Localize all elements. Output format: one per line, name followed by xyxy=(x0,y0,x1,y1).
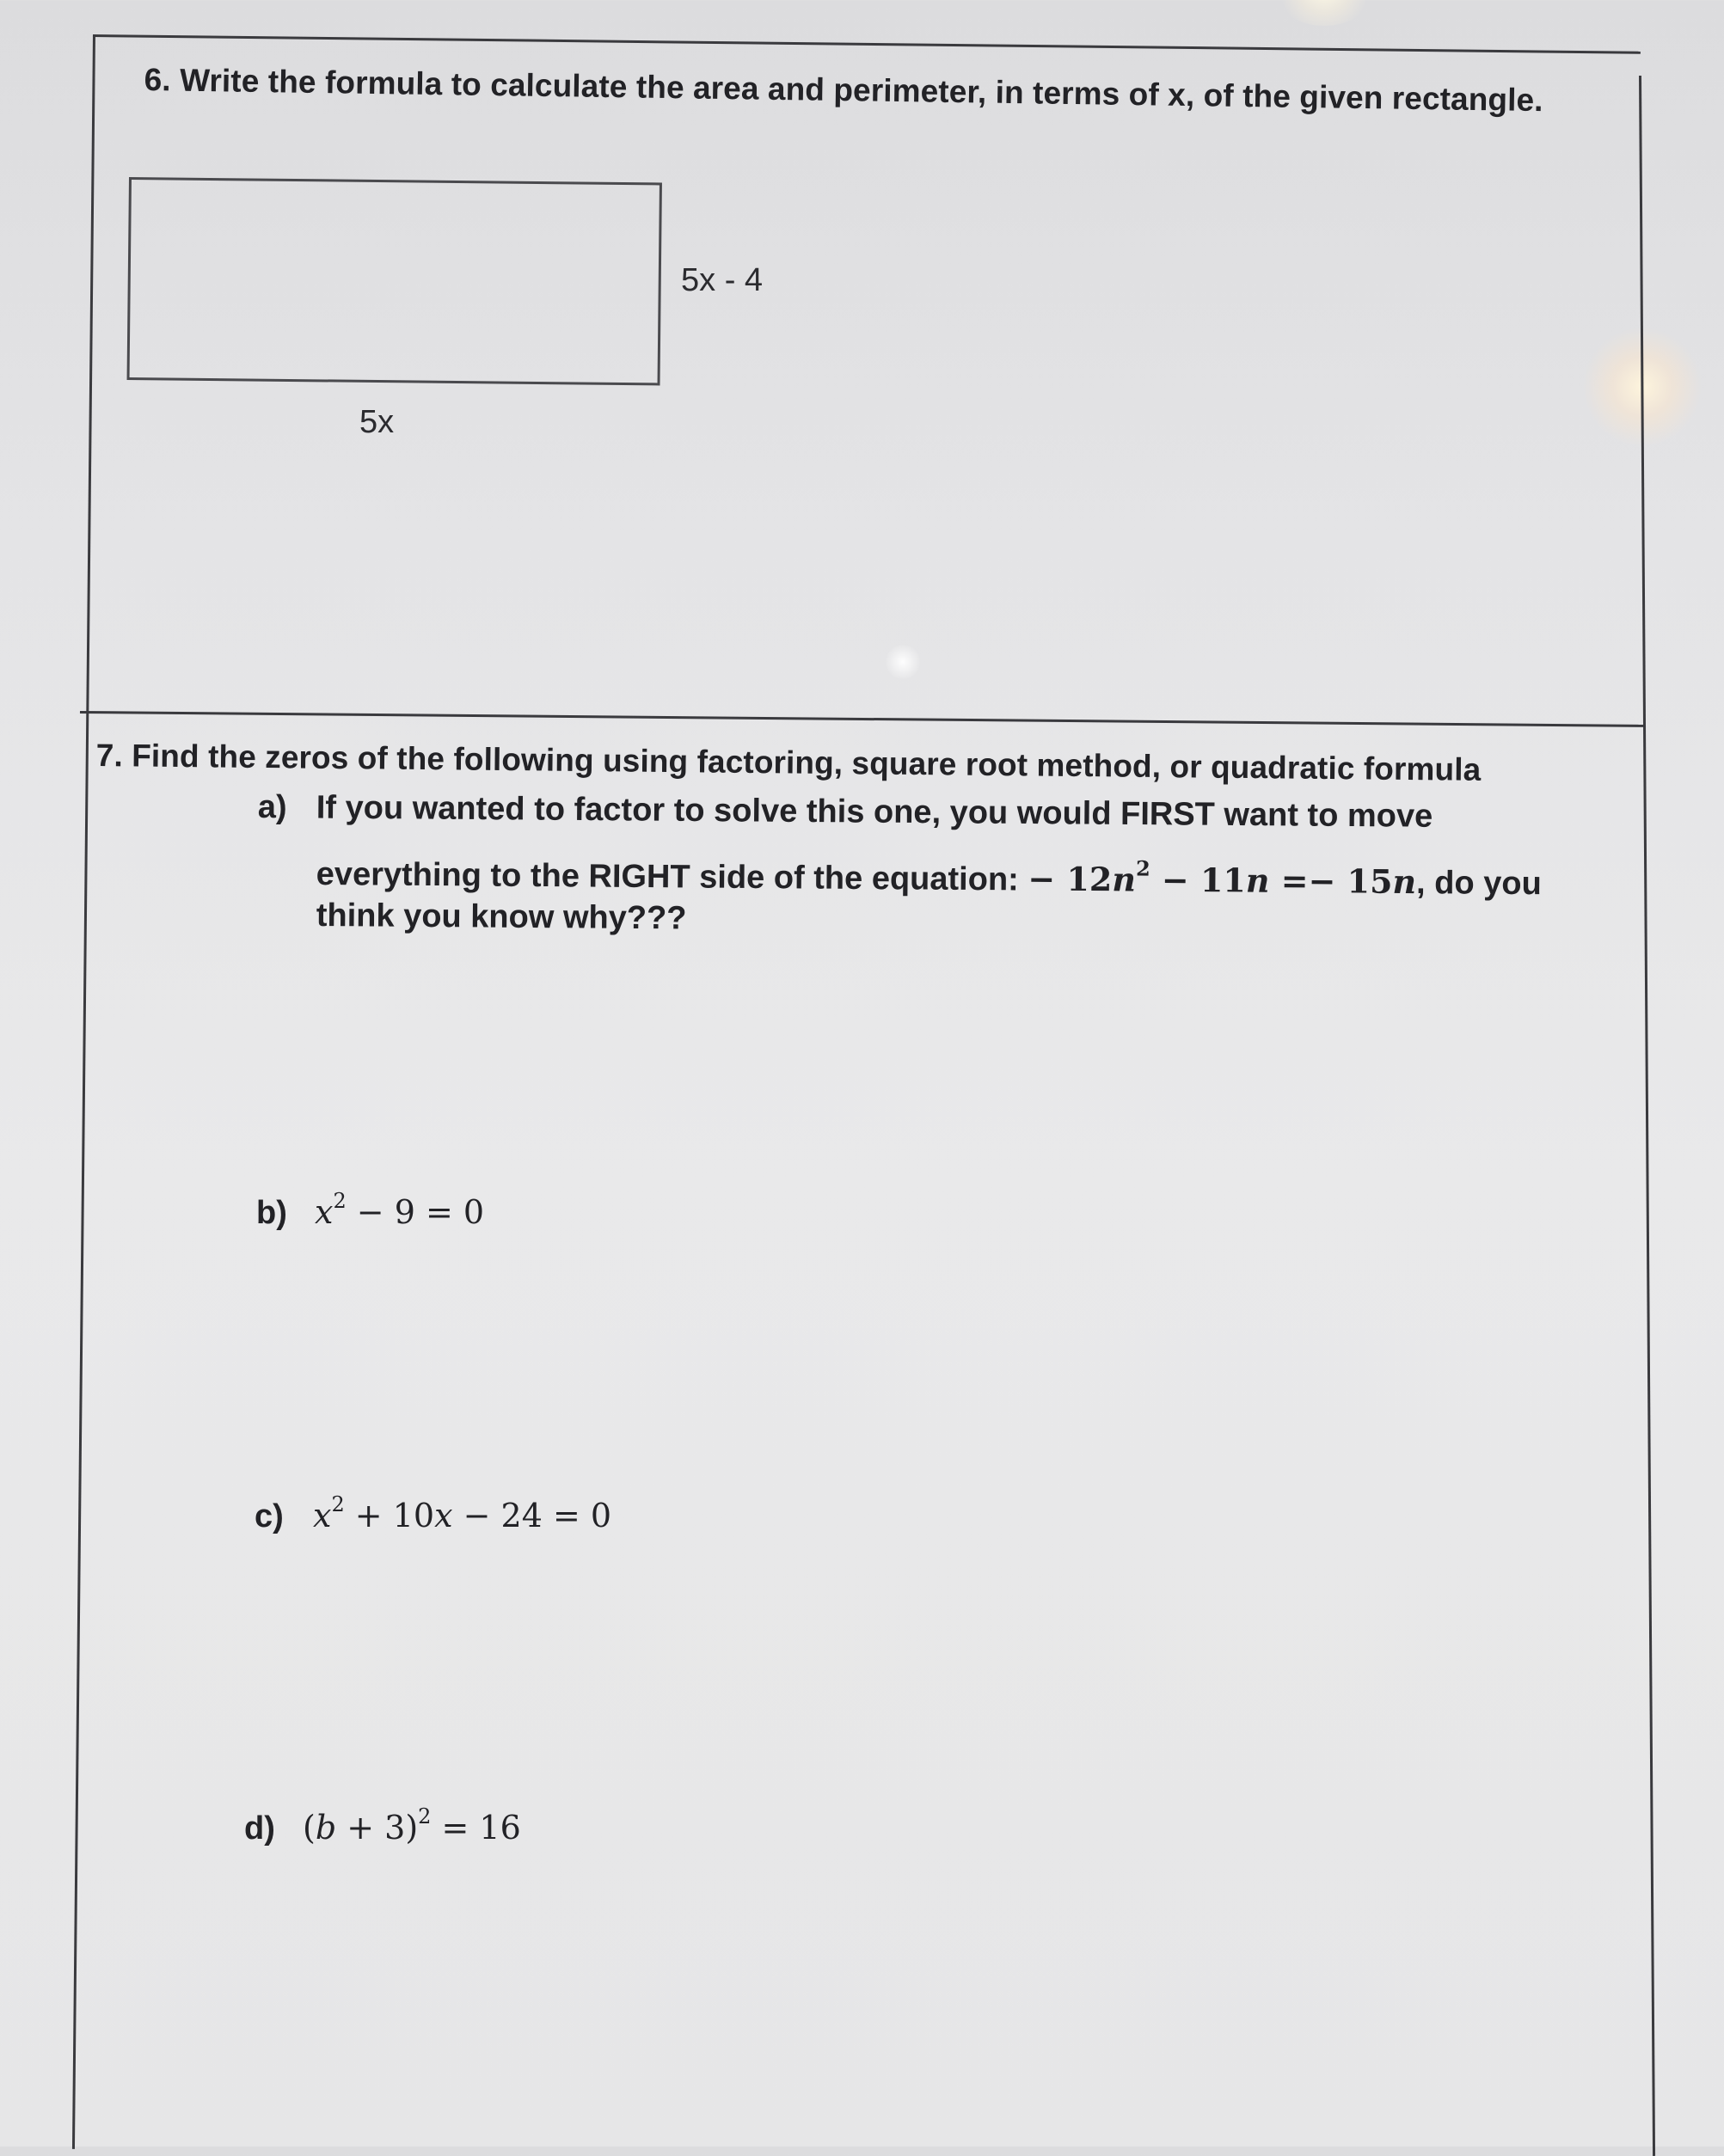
part-d-equation xyxy=(303,1804,521,1847)
eq-variable: n xyxy=(1392,861,1417,902)
light-glare xyxy=(1273,0,1376,26)
rectangle-width-label: 5x xyxy=(359,404,395,440)
eq-term: + 3) xyxy=(336,1809,419,1847)
rectangle-figure xyxy=(127,177,662,385)
eq-exponent: 2 xyxy=(418,1804,432,1828)
eq-variable: x xyxy=(434,1497,453,1534)
part-b-letter: b) xyxy=(256,1195,287,1231)
part-a-line-3: think you know why??? xyxy=(316,897,687,937)
part-a-line-2 xyxy=(316,849,1542,903)
question-7-prompt: Find the zeros of the following using factoring, square root method, or quadratic formula xyxy=(132,738,1482,787)
eq-term: − 11 xyxy=(1150,860,1247,900)
part-d-letter: d) xyxy=(244,1810,275,1847)
eq-term: − 9 = 0 xyxy=(346,1193,485,1231)
eq-exponent: 2 xyxy=(331,1492,345,1516)
eq-term: =− 15 xyxy=(1269,861,1393,901)
part-c-equation xyxy=(313,1492,612,1534)
question-6-prompt: Write the formula to calculate the area and perimeter, in terms of x, of the given rectangle. xyxy=(179,62,1543,119)
table-border-top xyxy=(93,34,1641,54)
question-6-text xyxy=(144,62,1543,119)
part-b-equation xyxy=(315,1189,485,1231)
table-border-left xyxy=(72,34,95,2149)
eq-term: − 24 = 0 xyxy=(452,1497,612,1534)
question-7-number: 7. xyxy=(95,738,124,774)
eq-exponent: 2 xyxy=(1135,855,1150,881)
eq-variable: x xyxy=(315,1193,334,1231)
eq-term: = 16 xyxy=(431,1809,521,1847)
row-divider xyxy=(80,711,1645,727)
part-d xyxy=(244,1804,521,1847)
rectangle-height-label: 5x - 4 xyxy=(681,262,764,298)
part-c xyxy=(255,1492,611,1535)
part-b xyxy=(256,1189,484,1232)
eq-exponent: 2 xyxy=(333,1189,347,1213)
eq-term: + 10 xyxy=(344,1497,435,1534)
part-c-letter: c) xyxy=(255,1498,284,1534)
eq-variable: x xyxy=(313,1497,332,1534)
part-a-line-1 xyxy=(258,789,1433,836)
part-a-letter: a) xyxy=(257,789,287,826)
light-glare xyxy=(886,645,920,679)
eq-variable: n xyxy=(1112,860,1137,899)
eq-term: ( xyxy=(303,1809,316,1847)
question-6-number: 6. xyxy=(144,62,172,98)
part-a-text-line-1: If you wanted to factor to solve this one, you would FIRST want to move xyxy=(316,789,1433,835)
eq-term: − 12 xyxy=(1028,859,1113,899)
eq-variable: n xyxy=(1245,861,1270,900)
question-7-text xyxy=(96,738,1482,788)
eq-variable: b xyxy=(315,1809,337,1847)
part-a-text-line-2: everything to the RIGHT side of the equation: xyxy=(316,855,1019,898)
part-a-text-suffix: , do you xyxy=(1415,865,1542,903)
table-border-right xyxy=(1639,76,1655,2156)
part-a-equation xyxy=(1028,855,1417,902)
